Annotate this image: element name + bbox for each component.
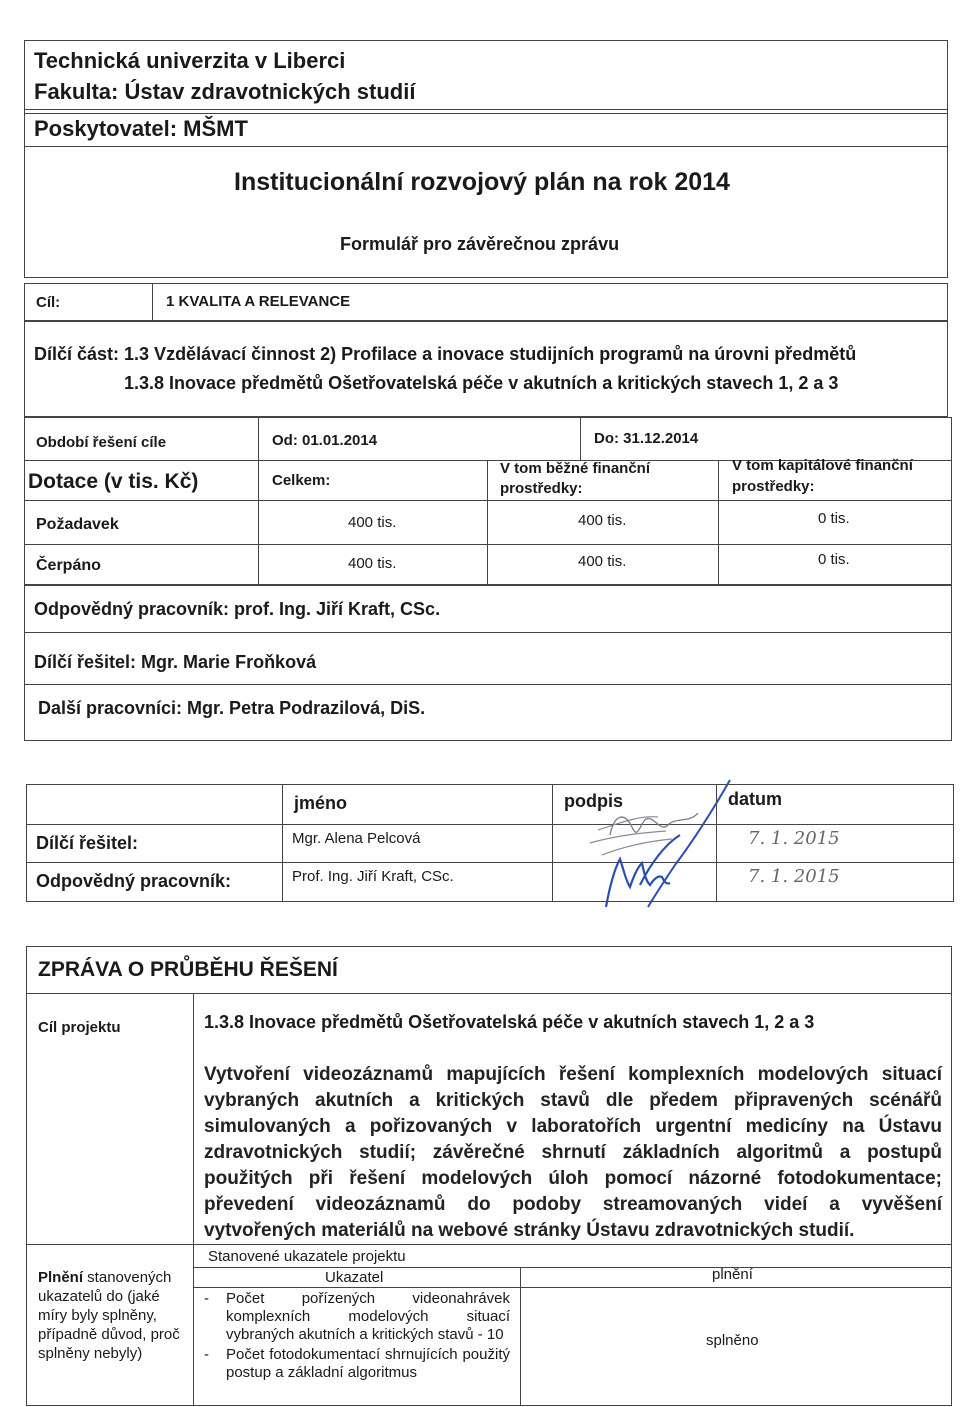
- university-name: Technická univerzita v Liberci: [34, 48, 346, 73]
- period-from: Od: 01.01.2014: [272, 432, 378, 449]
- col-indicator-header: Ukazatel: [325, 1269, 384, 1286]
- divider: [24, 146, 948, 147]
- col-sign-header: podpis: [564, 791, 623, 811]
- divider: [193, 993, 194, 1406]
- divider: [580, 417, 581, 460]
- faculty-name: Fakulta: Ústav zdravotnických studií: [34, 79, 416, 104]
- fulfil-label-rest: stanovených ukazatelů do (jaké míry byly splněny, případně důvod, proč splněny nebyly): [38, 1269, 180, 1362]
- divider: [24, 544, 952, 545]
- divider: [552, 784, 553, 902]
- row-total: 400 tis.: [348, 555, 397, 572]
- sig-name: Prof. Ing. Jiří Kraft, CSc.: [292, 868, 454, 885]
- indicator-item: - Počet fotodokumentací shrnujících použitý postup a základní algoritmus: [204, 1346, 510, 1382]
- divider: [282, 784, 283, 902]
- grant-current-label: V tom běžné finanční: [500, 460, 651, 477]
- divider: [152, 283, 153, 321]
- page-subtitle: Formulář pro závěrečnou zprávu: [340, 234, 620, 254]
- grant-label: Dotace (v tis. Kč): [28, 470, 199, 493]
- col-name-header: jméno: [294, 793, 348, 813]
- divider: [26, 824, 954, 825]
- divider: [26, 1244, 952, 1245]
- other-workers: Další pracovníci: Mgr. Petra Podrazilová, DiS.: [38, 698, 426, 718]
- divider: [193, 1267, 952, 1268]
- row-current: 400 tis.: [578, 512, 627, 529]
- divider: [26, 993, 952, 994]
- row-capital: 0 tis.: [818, 510, 850, 527]
- row-label: Požadavek: [36, 516, 119, 533]
- indicators-heading: Stanovené ukazatele projektu: [208, 1248, 406, 1265]
- col-date-header: datum: [728, 789, 782, 809]
- page-title: Institucionální rozvojový plán na rok 2014: [234, 168, 730, 196]
- report-heading: ZPRÁVA O PRŮBĚHU ŘEŠENÍ: [38, 958, 338, 981]
- grant-total-label: Celkem:: [272, 472, 331, 489]
- col-fulfil-header: plnění: [712, 1266, 753, 1283]
- divider: [520, 1267, 521, 1406]
- handwritten-signature-icon: [580, 775, 780, 915]
- sig-role: Odpovědný pracovník:: [36, 871, 232, 891]
- row-label: Čerpáno: [36, 557, 101, 574]
- project-goal-text: Vytvoření videozáznamů mapujících řešení komplexních modelových situací vybraných akutních a kritických stavů dle předem připravených scénářů simulovaných a pořizovaných v laboratořích urgentní medicíny na Ústavu zdravotnických studií; závěrečné shrnutí základních algoritmů a postupů použitých při řešení modelových úloh pomocí názorné fotodokumentace; převedení videozáznamů do podoby streamovaných videí a vyvěšení vytvořených materiálů na webové stránky Ústavu zdravotnických studií.: [204, 1064, 942, 1241]
- divider: [718, 460, 719, 585]
- indicator-item: - Počet pořízených videonahrávek komplexních modelových situací vybraných akutních a kritických stavů - 10: [204, 1290, 510, 1344]
- partial-solver: Dílčí řešitel: Mgr. Marie Froňková: [34, 652, 317, 672]
- divider: [193, 1287, 952, 1288]
- divider: [258, 417, 259, 585]
- goal-frame: [24, 283, 948, 321]
- period-to: Do: 31.12.2014: [594, 430, 699, 447]
- project-goal-label: Cíl projektu: [38, 1019, 121, 1036]
- goal-value: 1 KVALITA A RELEVANCE: [166, 293, 351, 310]
- sig-date: 7. 1. 2015: [748, 828, 840, 849]
- row-current: 400 tis.: [578, 553, 627, 570]
- divider: [487, 460, 488, 585]
- divider: [24, 109, 948, 110]
- fulfil-label-bold: Plnění: [38, 1269, 84, 1286]
- fulfil-label: [38, 1268, 188, 1363]
- project-goal-title: 1.3.8 Inovace předmětů Ošetřovatelská péče v akutních stavech 1, 2 a 3: [204, 1012, 815, 1032]
- indicator-list: [204, 1290, 510, 1382]
- divider: [24, 684, 952, 685]
- divider: [24, 500, 952, 501]
- row-total: 400 tis.: [348, 514, 397, 531]
- part-line-2: 1.3.8 Inovace předmětů Ošetřovatelská péče v akutních a kritických stavech 1, 2 a 3: [124, 373, 839, 393]
- sig-date: 7. 1. 2015: [748, 866, 840, 887]
- divider: [24, 113, 948, 114]
- fulfil-value: splněno: [706, 1332, 759, 1349]
- divider: [26, 862, 954, 863]
- responsible-person: Odpovědný pracovník: prof. Ing. Jiří Kraft, CSc.: [34, 599, 441, 619]
- period-label: Období řešení cíle: [36, 434, 167, 451]
- part-frame: [24, 321, 948, 417]
- sig-name: Mgr. Alena Pelcová: [292, 830, 421, 847]
- grant-capital-label-2: prostředky:: [732, 478, 815, 495]
- grant-current-label-2: prostředky:: [500, 480, 583, 497]
- row-capital: 0 tis.: [818, 551, 850, 568]
- provider: Poskytovatel: MŠMT: [34, 116, 248, 141]
- divider: [24, 632, 952, 633]
- part-line-1: Dílčí část: 1.3 Vzdělávací činnost 2) Profilace a inovace studijních programů na úrovni předmětů: [34, 344, 857, 364]
- grant-capital-label: V tom kapitálové finanční: [732, 457, 913, 474]
- sig-role: Dílčí řešitel:: [36, 833, 139, 853]
- goal-label: Cíl:: [36, 294, 61, 311]
